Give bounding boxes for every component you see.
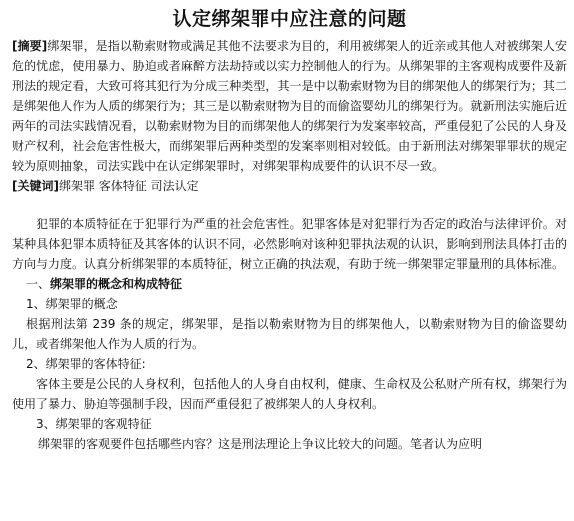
subsection-text-1: 根据刑法第 239 条的规定，绑架罪，是指以勒索财物为目的绑架他人，以勒索财物为目的偷盗婴幼儿，或者绑架他人作为人质的行为。: [12, 317, 567, 351]
keywords-tag: [关键词]: [12, 179, 59, 193]
keywords-paragraph: [12, 176, 567, 196]
abstract-text: 绑架罪，是指以勒索财物或满足其他不法要求为目的，利用被绑架人的近亲或其他人对被绑架人安危的忧虑，使用暴力、胁迫或者麻醉方法劫持或以实力控制他人的行为。从绑架罪的主客观构成要件及新刑法的规定看，大致可将其犯行为分成三种类型，其一是中以勒索财物为目的绑架他人的绑架行为；其二是绑架他人作为人质的绑架行为；其三是以勒索财物为目的而偷盗婴幼儿的绑架行为。就新刑法实施后近两年的司法实践情况看，以勒索财物为目的而绑架他人的绑架行为发案率较高，严重侵犯了公民的人身及财产权利，社会危害性极大，而绑架罪后两种类型的发案率则相对较低。由于新刑法对绑架罪罪状的规定较为原则抽象，司法实践中在认定绑架罪时，对绑架罪构成要件的认识不尽一致。: [12, 39, 567, 173]
spacer: [12, 196, 567, 214]
keywords-text: 绑架罪 客体特征 司法认定: [58, 179, 199, 193]
subsection-heading-3: 3、绑架罪的客观特征: [36, 417, 152, 431]
subsection-text-3: 绑架罪的客观要件包括哪些内容？这是刑法理论上争议比较大的问题。笔者认为应明: [38, 437, 483, 451]
abstract-paragraph: [12, 36, 567, 176]
document-title: 认定绑架罪中应注意的问题: [172, 8, 407, 30]
subsection-heading-2: 2、绑架罪的客体特征:: [26, 357, 146, 371]
subsection-text-2: 客体主要是公民的人身权利，包括他人的人身自由权利，健康、生命权及公私财产所有权，绑架行为使用了暴力、胁迫等强制手段，因而严重侵犯了被绑架人的人身权利。: [12, 377, 567, 411]
section-title: 绑架罪的概念和构成特征: [50, 277, 183, 291]
abstract-tag: [摘要]: [12, 39, 48, 53]
intro-paragraph: 犯罪的本质特征在于犯罪行为严重的社会危害性。犯罪客体是对犯罪行为否定的政治与法律评价。对某种具体犯罪本质特征及其客体的认识不同，必然影响对该种犯罪执法观的认识，影响到刑法具体打击的方向与力度。认真分析绑架罪的本质特征，树立正确的执法观，有助于统一绑架罪定罪量刑的具体标准。: [12, 217, 567, 271]
section-number: 一、: [26, 277, 51, 291]
section-heading-1: [12, 274, 567, 294]
subsection-heading-1: 1、绑架罪的概念: [26, 297, 118, 311]
